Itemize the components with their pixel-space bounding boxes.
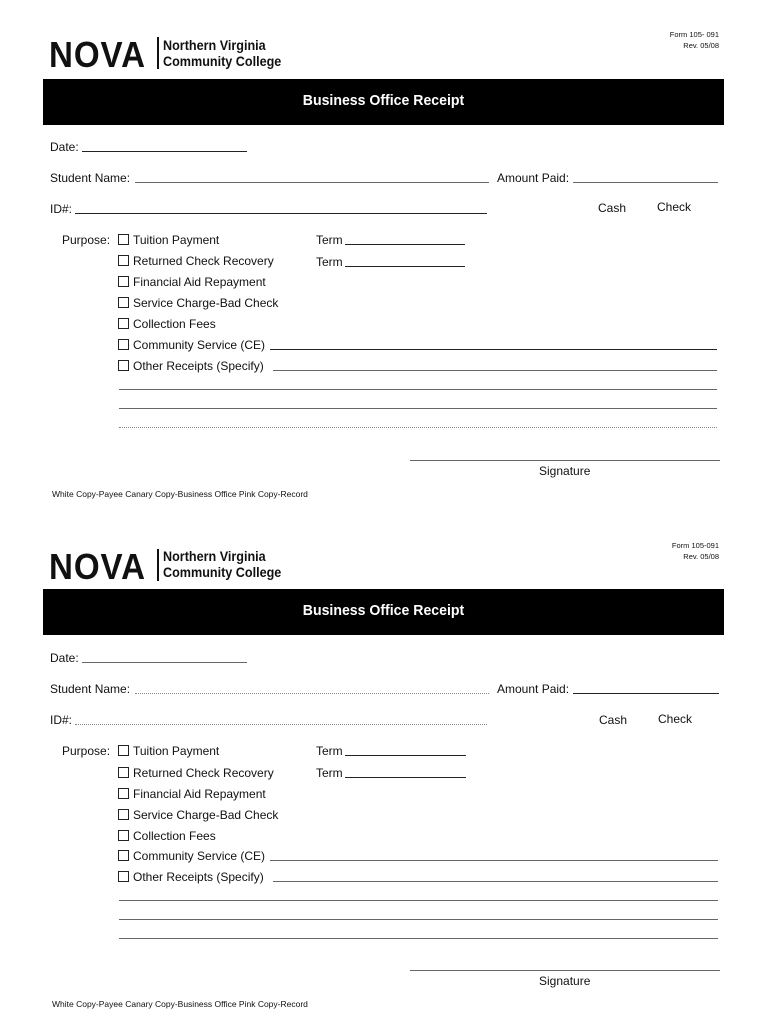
student-name-field[interactable]	[135, 182, 489, 183]
other-receipts-label: Other Receipts (Specify)	[133, 359, 264, 373]
returned-check-label: Returned Check Recovery	[133, 766, 274, 780]
tuition-payment-label: Tuition Payment	[133, 744, 220, 758]
signature-field[interactable]	[410, 460, 720, 461]
signature-field[interactable]	[410, 970, 720, 971]
community-service-label: Community Service (CE)	[133, 338, 266, 352]
college-name-line2: Community College	[163, 564, 282, 580]
title-banner	[43, 589, 724, 635]
collection-fees-checkbox[interactable]	[118, 318, 129, 329]
community-service-field[interactable]	[270, 349, 717, 350]
financial-aid-label: Financial Aid Repayment	[133, 787, 266, 801]
service-charge-checkbox[interactable]	[118, 297, 129, 308]
receipt-bottom	[0, 511, 770, 1023]
returned-check-checkbox[interactable]	[118, 767, 129, 778]
title-banner	[43, 79, 724, 125]
student-name-field[interactable]	[135, 693, 489, 694]
service-charge-label: Service Charge-Bad Check	[133, 296, 279, 310]
form-number: Form 105-091	[671, 541, 719, 550]
form-number: Form 105- 091	[669, 30, 719, 39]
purpose-label: Purpose:	[62, 233, 111, 247]
id-field[interactable]	[75, 213, 487, 214]
id-field[interactable]	[75, 724, 487, 725]
amount-paid-label: Amount Paid:	[497, 171, 570, 185]
amount-paid-field[interactable]	[573, 693, 719, 694]
financial-aid-checkbox[interactable]	[118, 788, 129, 799]
community-service-checkbox[interactable]	[118, 339, 129, 350]
term-field-1[interactable]	[345, 244, 465, 245]
student-name-label: Student Name:	[50, 682, 131, 696]
term-field-1[interactable]	[345, 755, 466, 756]
collection-fees-checkbox[interactable]	[118, 830, 129, 841]
tuition-payment-checkbox[interactable]	[118, 745, 129, 756]
amount-paid-label: Amount Paid:	[497, 682, 570, 696]
check-option[interactable]: Check	[657, 200, 692, 214]
community-service-label: Community Service (CE)	[133, 849, 266, 863]
other-receipts-field[interactable]	[273, 370, 717, 371]
tuition-payment-label: Tuition Payment	[133, 233, 220, 247]
specify-line-2[interactable]	[119, 408, 717, 409]
term-field-2[interactable]	[345, 777, 466, 778]
term-label-1: Term	[316, 744, 343, 758]
copy-distribution-footer: White Copy-Payee Canary Copy-Business Office Pink Copy-Record	[52, 999, 308, 1009]
term-label-2: Term	[316, 766, 343, 780]
check-option[interactable]: Check	[658, 712, 693, 726]
other-receipts-checkbox[interactable]	[118, 360, 129, 371]
signature-label: Signature	[539, 974, 591, 988]
term-field-2[interactable]	[345, 266, 465, 267]
other-receipts-label: Other Receipts (Specify)	[133, 870, 264, 884]
id-label: ID#:	[50, 202, 73, 216]
date-field[interactable]	[82, 662, 247, 663]
cash-option[interactable]: Cash	[598, 201, 627, 215]
specify-line-3[interactable]	[119, 938, 718, 939]
term-label-1: Term	[316, 233, 343, 247]
college-name-line1: Northern Virginia	[163, 37, 266, 53]
service-charge-checkbox[interactable]	[118, 809, 129, 820]
form-revision: Rev. 05/08	[683, 41, 719, 50]
collection-fees-label: Collection Fees	[133, 317, 216, 331]
copy-distribution-footer: White Copy-Payee Canary Copy-Business Office Pink Copy-Record	[52, 489, 308, 499]
college-name-line1: Northern Virginia	[163, 548, 266, 564]
date-label: Date:	[50, 140, 79, 154]
cash-option[interactable]: Cash	[599, 713, 628, 727]
nova-logo: NOVA	[49, 546, 146, 587]
date-field[interactable]	[82, 151, 247, 152]
tuition-payment-checkbox[interactable]	[118, 234, 129, 245]
term-label-2: Term	[316, 255, 343, 269]
returned-check-checkbox[interactable]	[118, 255, 129, 266]
service-charge-label: Service Charge-Bad Check	[133, 808, 279, 822]
college-name-line2: Community College	[163, 53, 282, 69]
date-label: Date:	[50, 651, 79, 665]
logo-divider	[157, 37, 159, 69]
form-revision: Rev. 05/08	[683, 552, 719, 561]
student-name-label: Student Name:	[50, 171, 131, 185]
specify-line-1[interactable]	[119, 389, 717, 390]
other-receipts-checkbox[interactable]	[118, 871, 129, 882]
financial-aid-checkbox[interactable]	[118, 276, 129, 287]
community-service-checkbox[interactable]	[118, 850, 129, 861]
other-receipts-field[interactable]	[273, 881, 718, 882]
specify-line-2[interactable]	[119, 919, 718, 920]
financial-aid-label: Financial Aid Repayment	[133, 275, 266, 289]
logo-divider	[157, 549, 159, 581]
specify-line-3[interactable]	[119, 427, 717, 428]
collection-fees-label: Collection Fees	[133, 829, 216, 843]
page-title: Business Office Receipt	[302, 92, 465, 109]
specify-line-1[interactable]	[119, 900, 718, 901]
returned-check-label: Returned Check Recovery	[133, 254, 274, 268]
page-title: Business Office Receipt	[302, 602, 465, 619]
nova-logo: NOVA	[49, 34, 146, 75]
id-label: ID#:	[50, 713, 73, 727]
amount-paid-field[interactable]	[573, 182, 718, 183]
signature-label: Signature	[539, 464, 591, 478]
community-service-field[interactable]	[270, 860, 718, 861]
purpose-label: Purpose:	[62, 744, 111, 758]
